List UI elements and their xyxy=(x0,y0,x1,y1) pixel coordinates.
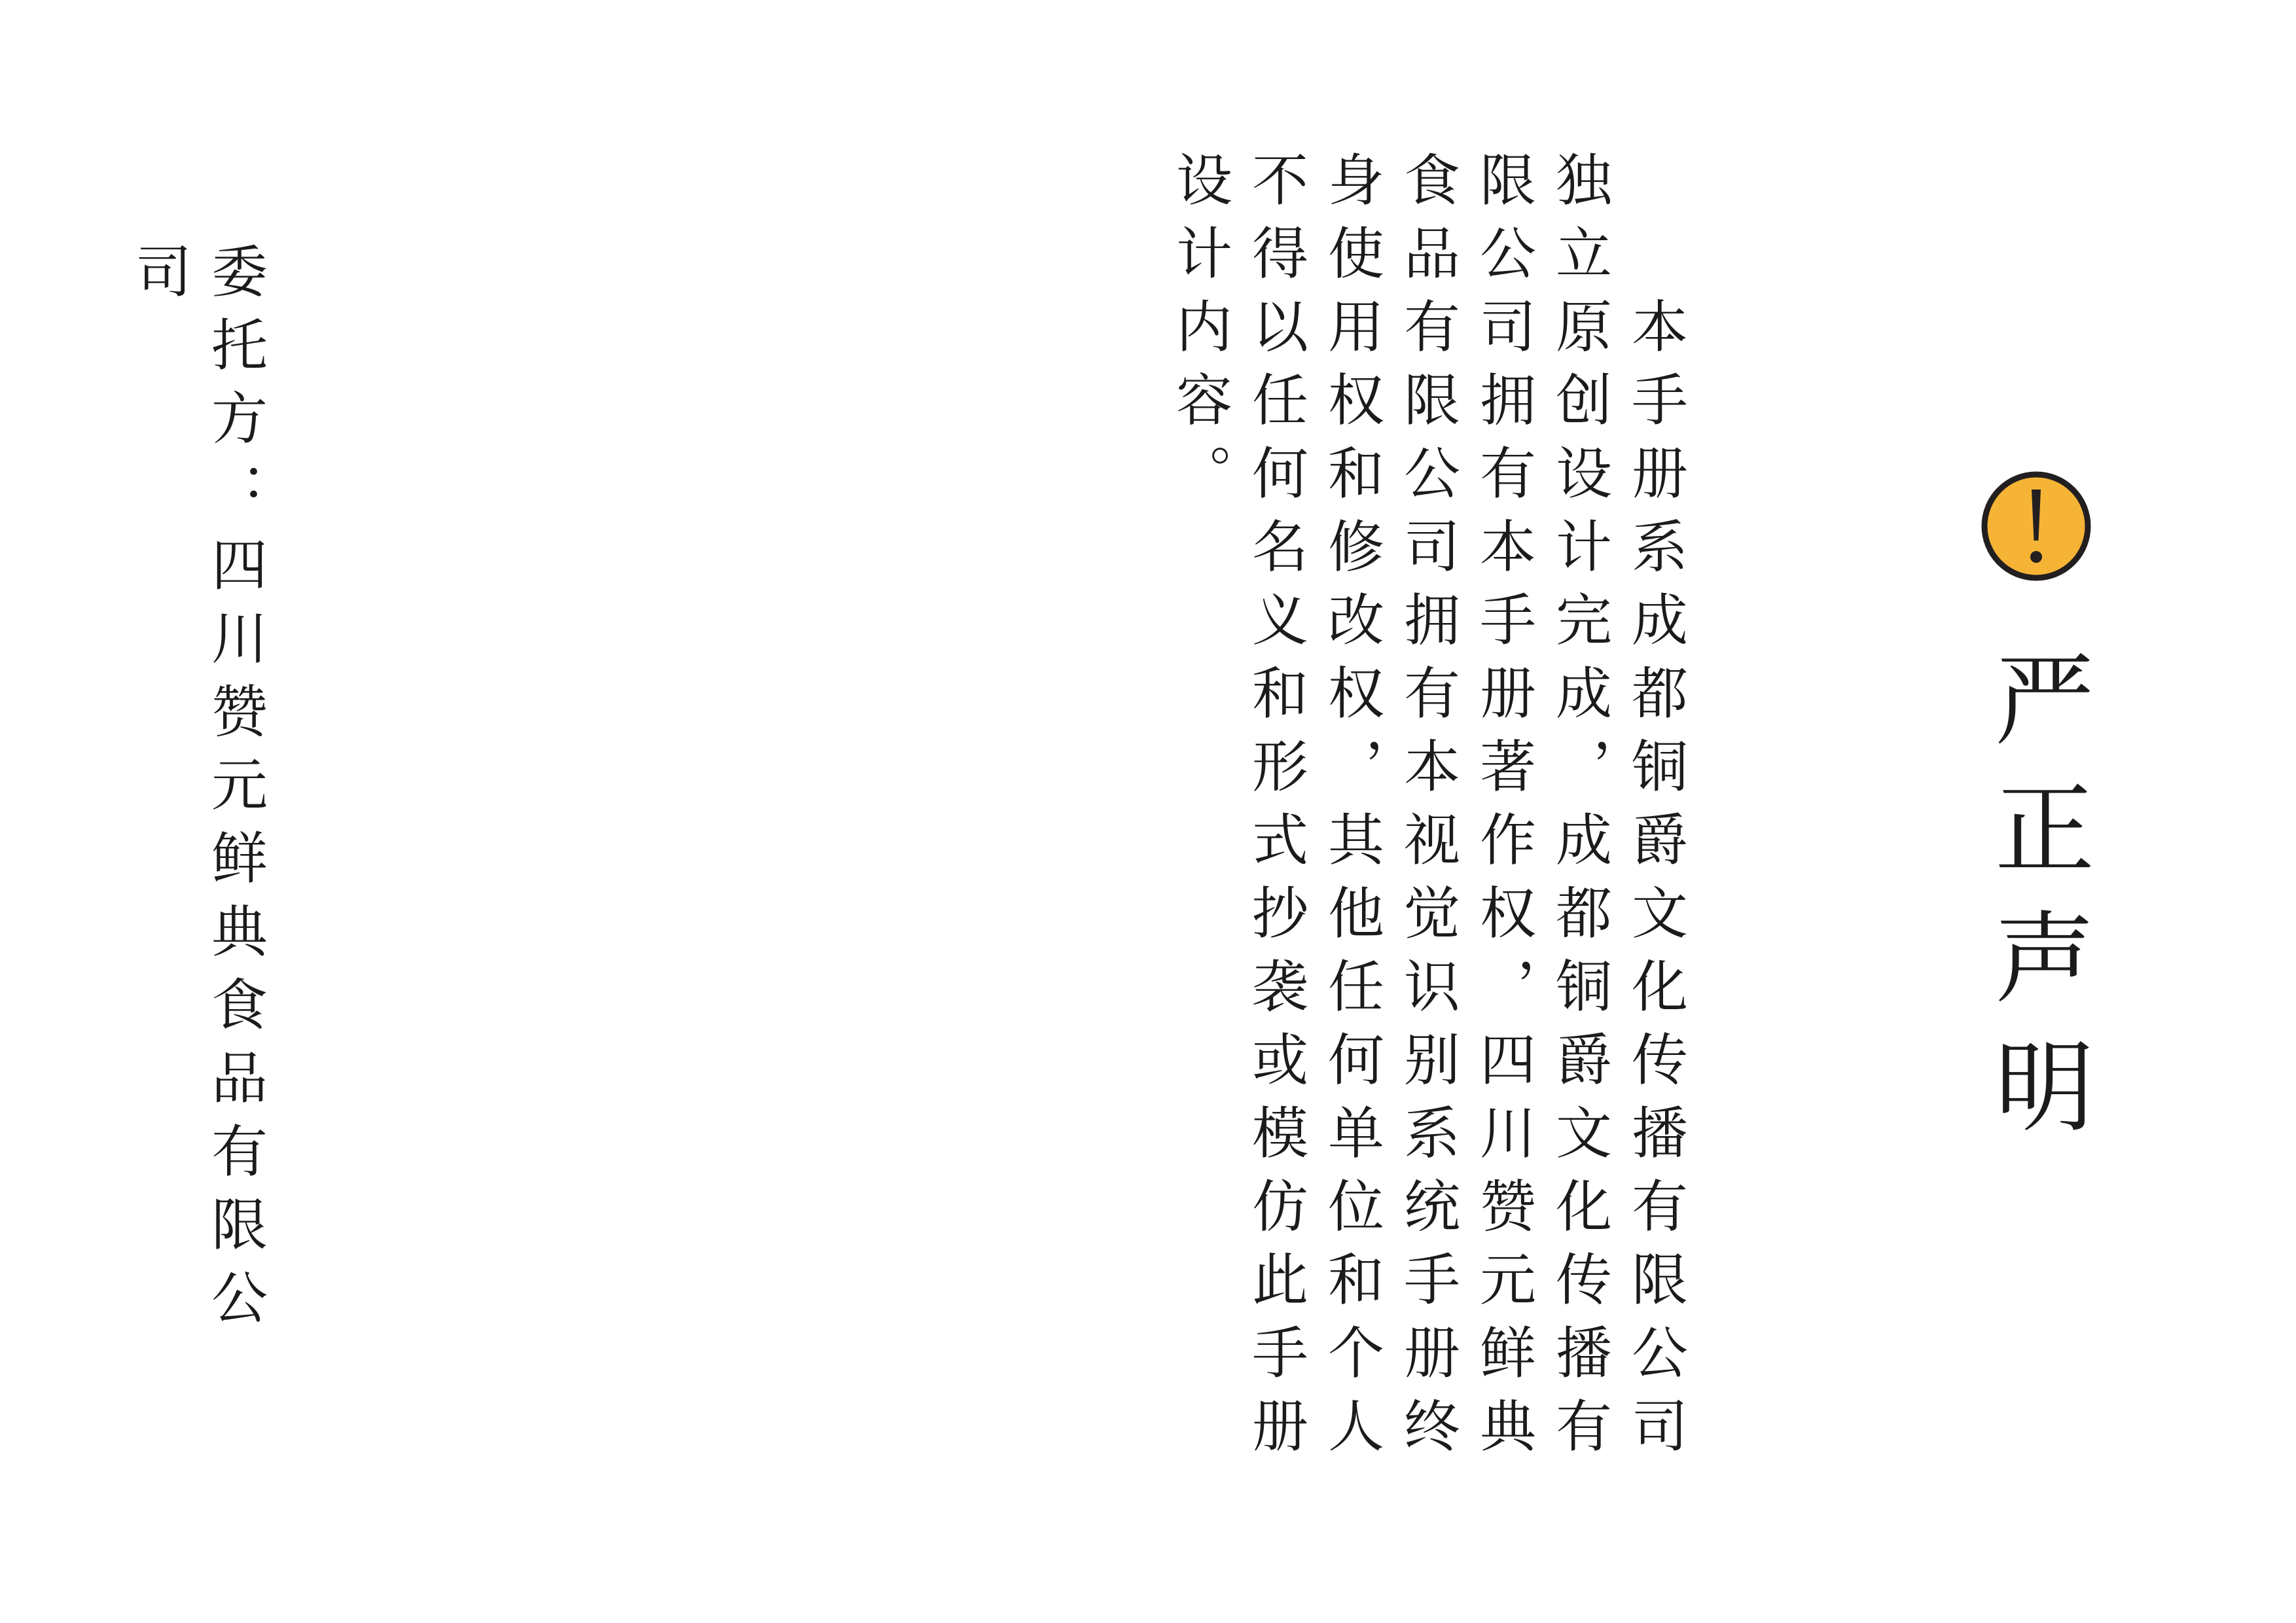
statement-paragraph: 本手册系成都铜爵文化传播有限公司独立原创设计完成，成都铜爵文化传播有限公司拥有本手册著作权，四川赞元鲜典食品有限公司拥有本视觉识别系统手册终身使用权和修改权，其他任何单位和个人不得以任何名义和形式抄袭或模仿此手册设计内容。 xyxy=(1166,151,1687,1470)
info-block xyxy=(126,242,424,1407)
exclamation-warning-icon xyxy=(1980,470,2092,582)
page-title: 严正声明 xyxy=(1979,648,2094,1164)
client-line: 委托方：四川赞元鲜典食品有限公司 xyxy=(126,242,267,1342)
